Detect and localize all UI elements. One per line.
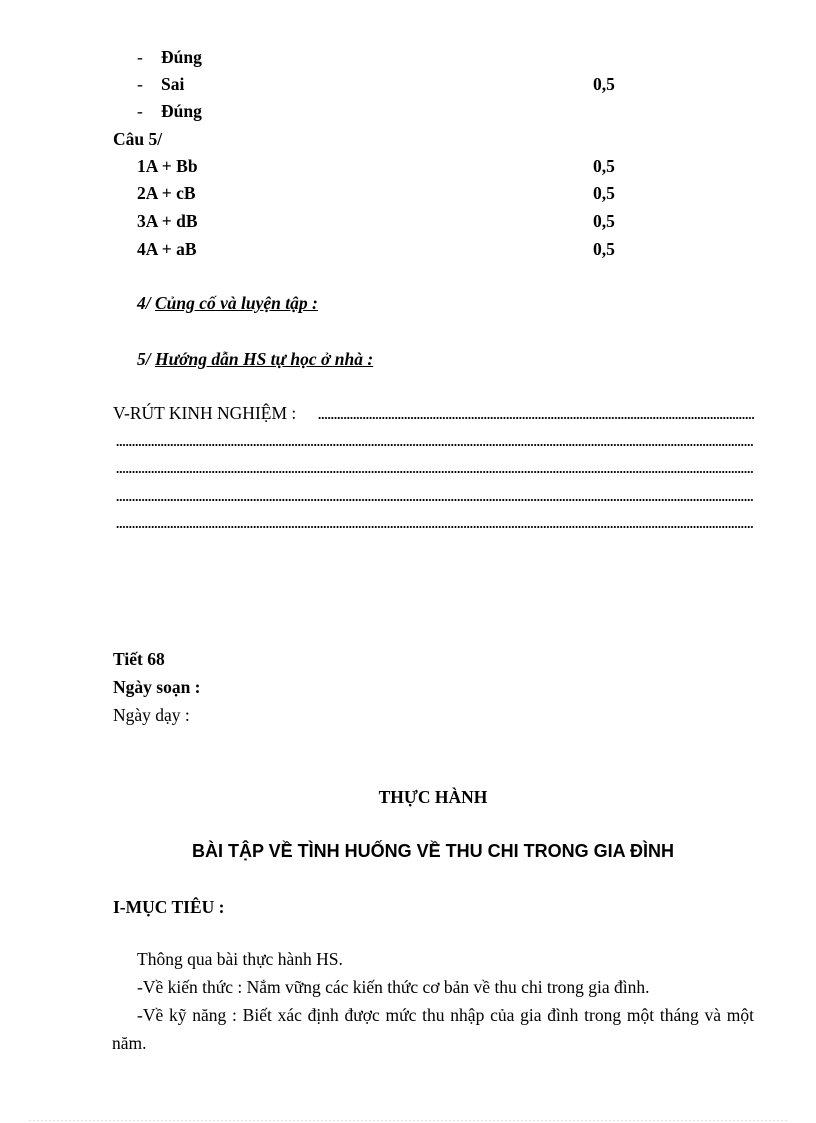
experience-label: V-RÚT KINH NGHIỆM :	[113, 403, 297, 423]
section-4-heading	[137, 292, 318, 314]
objectives-heading: I-MỤC TIÊU :	[113, 897, 225, 917]
answer-label: Đúng	[161, 101, 202, 121]
bullet-dash: -	[137, 74, 143, 94]
match-label: 3A + dB	[137, 211, 198, 231]
section-5-heading	[137, 348, 373, 370]
dotted-line	[318, 417, 754, 419]
lesson-number: Tiết 68	[113, 649, 165, 669]
objectives-skills: -Về kỹ năng : Biết xác định được mức thu nhập của gia đình trong một tháng và một năm.	[112, 1005, 754, 1053]
match-score: 0,5	[593, 239, 615, 259]
page-bottom-border	[28, 1120, 788, 1121]
practice-title: THỰC HÀNH	[378, 787, 488, 807]
bullet-dash: -	[137, 47, 143, 67]
dotted-line	[116, 499, 754, 501]
question-5-title: Câu 5/	[113, 129, 163, 149]
answer-label: Đúng	[161, 47, 202, 67]
objectives-intro: Thông qua bài thực hành HS.	[137, 949, 343, 969]
match-label: 4A + aB	[137, 239, 197, 259]
section-5-title: Hướng dẫn HS tự học ở nhà :	[155, 349, 374, 369]
match-score: 0,5	[593, 156, 615, 176]
match-score: 0,5	[593, 211, 615, 231]
section-4-title: Củng cố và luyện tập :	[155, 293, 318, 313]
match-label: 2A + cB	[137, 183, 196, 203]
main-title: BÀI TẬP VỀ TÌNH HUỐNG VỀ THU CHI TRONG GIA ĐÌNH	[191, 841, 675, 861]
match-score: 0,5	[593, 183, 615, 203]
prepared-date-label: Ngày soạn :	[113, 677, 201, 697]
answer-label: Sai	[161, 74, 185, 94]
objectives-knowledge: -Về kiến thức : Nắm vững các kiến thức cơ bản về thu chi trong gia đình.	[137, 977, 650, 997]
answer-score: 0,5	[593, 74, 615, 94]
dotted-line	[116, 471, 754, 473]
teaching-date-label: Ngày dạy :	[113, 705, 190, 725]
dotted-line	[116, 526, 754, 528]
match-label: 1A + Bb	[137, 156, 198, 176]
section-5-number: 5/	[137, 349, 151, 369]
section-4-number: 4/	[137, 293, 151, 313]
dotted-line	[116, 444, 754, 446]
bullet-dash: -	[137, 101, 143, 121]
